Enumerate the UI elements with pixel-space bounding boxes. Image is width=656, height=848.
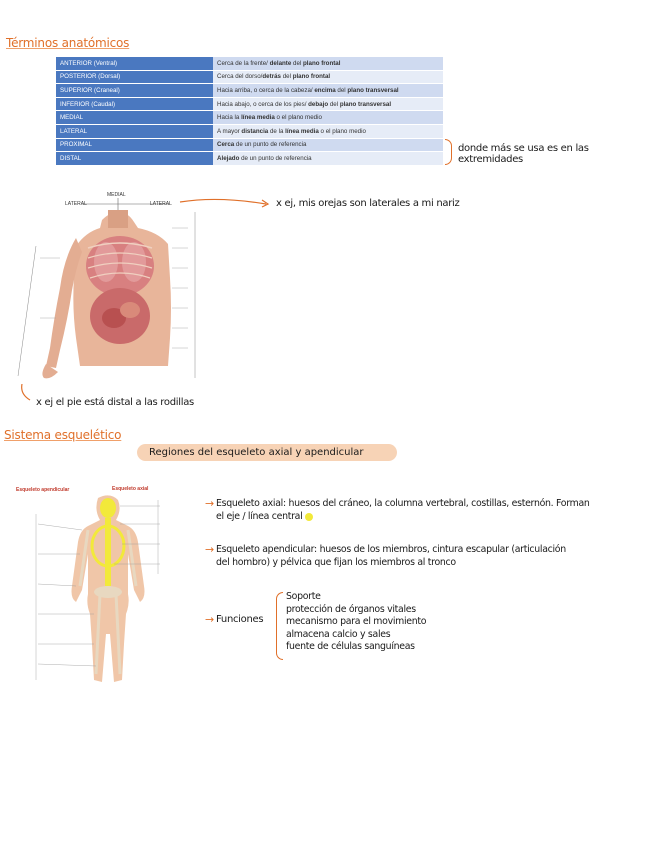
bracket-funciones <box>276 592 283 660</box>
definition-text: de un punto de referencia <box>239 154 312 162</box>
bracket-proximal-distal <box>445 139 452 165</box>
definition-bold: plano transversal <box>347 86 399 94</box>
distal-note-arrow <box>18 384 34 404</box>
torso-illustration <box>10 188 210 388</box>
term-name: INFERIOR (Caudal) <box>56 97 213 111</box>
definition-bold: línea media <box>241 114 275 122</box>
arrow-icon-funciones: → <box>205 613 215 626</box>
definition-text: Hacia arriba, o cerca de la cabeza/ <box>217 86 315 94</box>
term-definition <box>213 138 443 152</box>
term-definition <box>213 84 443 98</box>
definition-bold: encima <box>314 86 336 94</box>
definition-text: Cerca del dorso/ <box>217 73 263 81</box>
lateral-note-connector <box>178 196 273 210</box>
definition-text: de la <box>268 127 286 135</box>
label-esqueleto-axial: Esqueleto axial <box>112 486 149 492</box>
term-name: PROXIMAL <box>56 138 213 152</box>
label-funciones: Funciones <box>216 614 264 625</box>
definition-bold: plano transversal <box>339 100 392 108</box>
definition-text: del <box>335 86 348 94</box>
terms-row <box>56 111 443 125</box>
term-definition <box>213 57 443 70</box>
definition-bold: plano frontal <box>292 73 331 81</box>
label-lateral-right: LATERAL <box>150 201 172 207</box>
term-definition <box>213 70 443 84</box>
highlight-dot-icon <box>305 513 313 521</box>
term-name: MEDIAL <box>56 111 213 125</box>
funcion-item: protección de órganos vitales <box>286 603 416 615</box>
note-axial-2: el eje / línea central <box>216 511 313 522</box>
term-name: LATERAL <box>56 124 213 138</box>
term-definition <box>213 152 443 166</box>
arrow-icon-apendicular: → <box>205 543 215 556</box>
definition-bold: distancia <box>241 127 269 135</box>
section-title-terminos: Términos anatómicos <box>6 36 130 50</box>
terms-row <box>56 97 443 111</box>
terms-row <box>56 84 443 98</box>
skeleton-figure <box>10 494 206 690</box>
term-name: POSTERIOR (Dorsal) <box>56 70 213 84</box>
arrow-icon-axial: → <box>205 497 215 510</box>
terms-row <box>56 152 443 166</box>
funcion-item: almacena calcio y sales <box>286 628 391 640</box>
definition-bold: delante <box>269 59 292 67</box>
definition-text: Hacia abajo, o cerca de los pies/ <box>217 100 309 108</box>
definition-text: Cerca de la frente/ <box>217 59 270 67</box>
funcion-item: fuente de células sanguíneas <box>286 641 415 652</box>
skeleton-illustration <box>10 494 206 690</box>
funcion-item: mecanismo para el movimiento <box>286 616 427 627</box>
definition-text: Hacia la <box>217 114 242 122</box>
definition-bold: Cerca <box>217 141 235 149</box>
term-definition <box>213 111 443 125</box>
definition-text: de un punto de referencia <box>234 141 307 149</box>
note-lateral: x ej, mis orejas son laterales a mi nariz <box>276 198 460 209</box>
anatomical-terms-table <box>56 57 443 166</box>
definition-text: o el plano medio <box>318 127 366 135</box>
term-name: ANTERIOR (Ventral) <box>56 57 213 70</box>
terms-row <box>56 138 443 152</box>
definition-text: del <box>328 100 340 108</box>
note-distal: x ej el pie está distal a las rodillas <box>36 397 194 408</box>
terms-row <box>56 70 443 84</box>
note-apendicular-1: Esqueleto apendicular: huesos de los miembros, cintura escapular (articulación <box>216 544 566 555</box>
torso-anatomy-figure <box>10 188 210 388</box>
note-axial-1: Esqueleto axial: huesos del cráneo, la columna vertebral, costillas, esternón. Forman <box>216 498 590 509</box>
term-name: SUPERIOR (Craneal) <box>56 84 213 98</box>
definition-bold: línea media <box>285 127 319 135</box>
note-apendicular-2: del hombro) y pélvica que fijan los miembros al tronco <box>216 557 456 568</box>
note-extremidades-1: donde más se usa es en las <box>458 143 589 154</box>
definition-bold: debajo <box>308 100 329 108</box>
term-definition <box>213 97 443 111</box>
funciones-list <box>286 591 426 654</box>
label-esqueleto-apendicular: Esqueleto apendicular <box>16 487 70 493</box>
definition-text: A mayor <box>217 127 242 135</box>
terms-row <box>56 57 443 70</box>
term-name: DISTAL <box>56 152 213 166</box>
terms-row <box>56 124 443 138</box>
label-medial: MEDIAL <box>107 192 126 198</box>
definition-bold: Alejado <box>217 154 240 162</box>
section-title-esqueletico: Sistema esquelético <box>4 428 122 442</box>
definition-text: del <box>280 73 293 81</box>
definition-bold: plano frontal <box>303 59 341 67</box>
funcion-item: Soporte <box>286 591 321 602</box>
label-lateral-left: LATERAL <box>65 201 87 207</box>
term-definition <box>213 124 443 138</box>
definition-text: del <box>291 59 303 67</box>
definition-text: o el plano medio <box>274 114 322 122</box>
regiones-pill: Regiones del esqueleto axial y apendicular <box>137 444 397 461</box>
definition-bold: detrás <box>262 73 281 81</box>
note-extremidades-2: extremidades <box>458 154 523 165</box>
